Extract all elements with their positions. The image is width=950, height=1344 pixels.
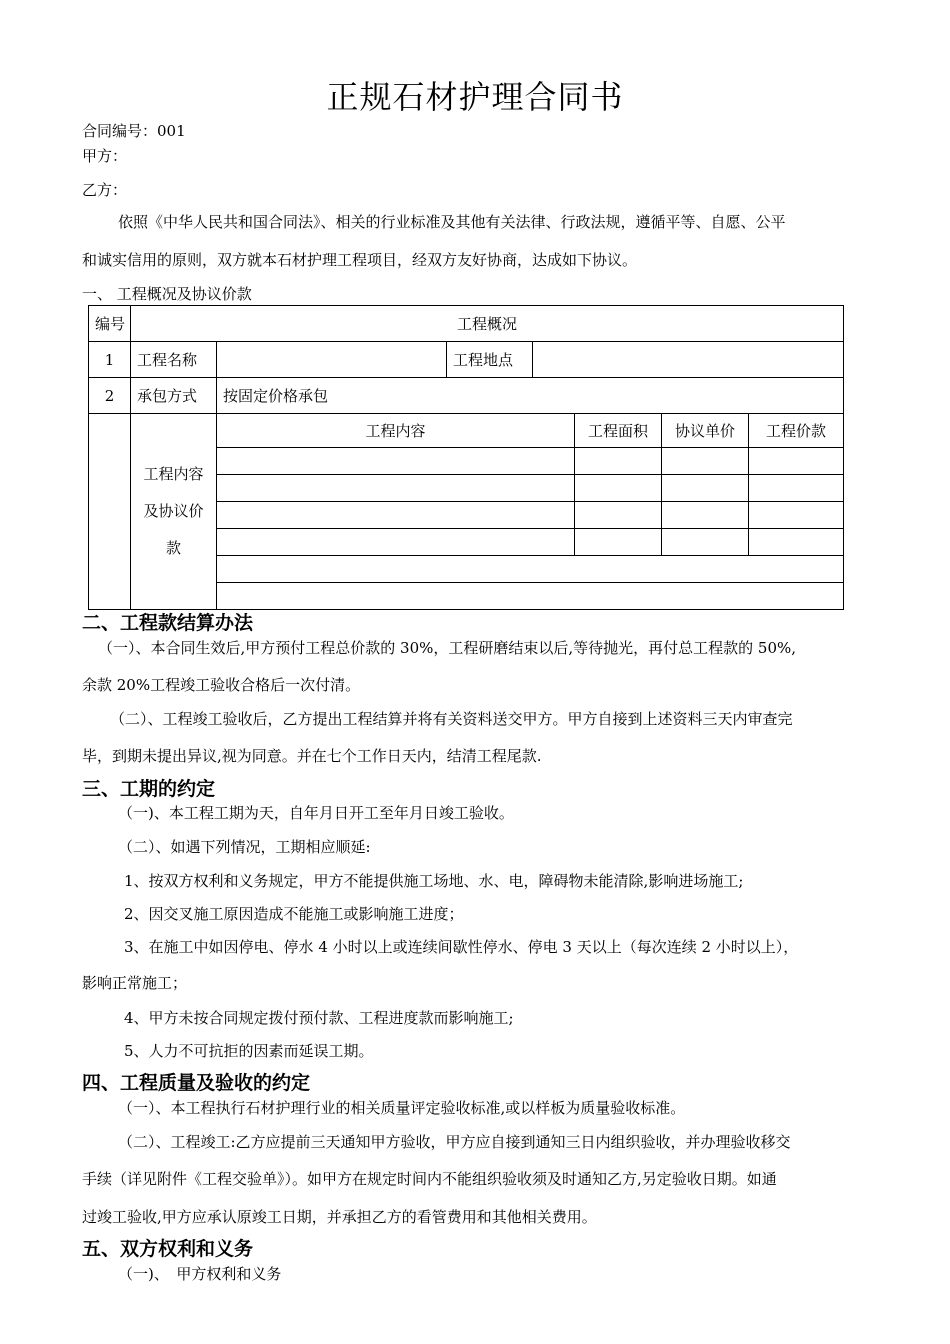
intro-line-1: 依照《中华人民共和国合同法》、相关的行业标准及其他有关法律、行政法规，遵循平等、自愿、公平 [118,213,786,231]
section-1-heading: 一、 工程概况及协议价款 [82,285,252,303]
content-cell[interactable] [217,475,575,502]
total-price-cell[interactable] [749,475,844,502]
sub-col-area: 工程面积 [575,414,662,448]
area-cell[interactable] [575,502,662,529]
section-5-p1: （一)、 甲方权利和义务 [118,1265,282,1283]
section-3-heading: 三、工期的约定 [82,778,216,800]
page-title: 正规石材护理合同书 [326,78,624,116]
section-3-item-3-line1: 3、在施工中如因停电、停水 4 小时以上或连续间歇性停水、停电 3 天以上（每次连续 2 小时以上）， [124,938,799,956]
row-2-number: 2 [89,378,131,414]
blank-cell[interactable] [217,583,844,610]
row-3-number [89,414,131,610]
table-header-row [89,306,844,342]
area-cell[interactable] [575,448,662,475]
unit-price-cell[interactable] [662,475,749,502]
row-1-number: 1 [89,342,131,378]
sub-col-unit-price: 协议单价 [662,414,749,448]
contract-mode-value: 按固定价格承包 [217,378,844,414]
area-cell[interactable] [575,529,662,556]
sub-col-content: 工程内容 [217,414,575,448]
table-row-content-header [89,414,844,448]
section-4-p2-line3: 过竣工验收,甲方应承认原竣工日期，并承担乙方的看管费用和其他相关费用。 [82,1208,597,1226]
section-3-item-3-line2: 影响正常施工； [82,974,188,992]
section-3-item-4: 4、甲方未按合同规定拨付预付款、工程进度款而影响施工; [124,1009,514,1027]
project-name-value[interactable] [217,342,447,378]
contract-number: 合同编号：001 [82,122,186,140]
section-4-heading: 四、工程质量及验收的约定 [82,1072,311,1094]
section-3-item-1: 1、按双方权利和义务规定，甲方不能提供施工场地、水、电，障碍物未能清除,影响进场施工; [124,872,744,890]
section-3-p2: （二）、如遇下列情况，工期相应顺延: [118,838,371,856]
section-3-p1: （一)、本工程工期为天，自年月日开工至年月日竣工验收。 [118,804,514,822]
total-price-cell[interactable] [749,529,844,556]
table-row-project-name [89,342,844,378]
sub-col-total-price: 工程价款 [749,414,844,448]
party-b-label: 乙方： [82,181,128,199]
section-2-p2-line2: 毕，到期未提出异议,视为同意。并在七个工作日天内，结清工程尾款. [82,747,542,765]
unit-price-cell[interactable] [662,448,749,475]
section-4-p2-line2: 手续（详见附件《工程交验单》）。如甲方在规定时间内不能组织验收须及时通知乙方,另定验收日期。如通 [82,1170,777,1188]
section-2-p1-line2: 余款 20%工程竣工验收合格后一次付清。 [82,676,361,694]
project-location-value[interactable] [533,342,844,378]
project-overview-table [88,305,844,610]
col-overview-header: 工程概况 [131,306,844,342]
intro-line-2: 和诚实信用的原则，双方就本石材护理工程项目，经双方友好协商，达成如下协议。 [82,251,638,269]
section-2-heading: 二、工程款结算办法 [82,612,254,634]
content-cell[interactable] [217,529,575,556]
unit-price-cell[interactable] [662,502,749,529]
total-price-cell[interactable] [749,502,844,529]
project-location-label: 工程地点 [447,342,533,378]
party-a-label: 甲方： [82,147,128,165]
content-cell[interactable] [217,502,575,529]
section-3-item-2: 2、因交叉施工原因造成不能施工或影响施工进度； [124,905,464,923]
section-2-p1-line1: （一）、本合同生效后,甲方预付工程总价款的 30%，工程研磨结束以后,等待抛光，再付总工程款的 50%, [98,639,797,657]
project-name-label: 工程名称 [131,342,217,378]
col-number-header: 编号 [89,306,131,342]
content-cell[interactable] [217,448,575,475]
section-4-p1: （一）、本工程执行石材护理行业的相关质量评定验收标准,或以样板为质量验收标准。 [118,1099,686,1117]
section-5-heading: 五、双方权利和义务 [82,1238,254,1260]
table-row-contract-mode [89,378,844,414]
unit-price-cell[interactable] [662,529,749,556]
blank-cell[interactable] [217,556,844,583]
section-4-p2-line1: （二）、工程竣工:乙方应提前三天通知甲方验收，甲方应自接到通知三日内组织验收，并办理验收移交 [118,1133,791,1151]
content-and-price-label: 工程内容及协议价款 [131,414,217,610]
total-price-cell[interactable] [749,448,844,475]
section-3-item-5: 5、人力不可抗拒的因素而延误工期。 [124,1042,374,1060]
contract-mode-label: 承包方式 [131,378,217,414]
area-cell[interactable] [575,475,662,502]
section-2-p2-line1: （二）、工程竣工验收后，乙方提出工程结算并将有关资料送交甲方。甲方自接到上述资料三天内审查完 [110,710,793,728]
